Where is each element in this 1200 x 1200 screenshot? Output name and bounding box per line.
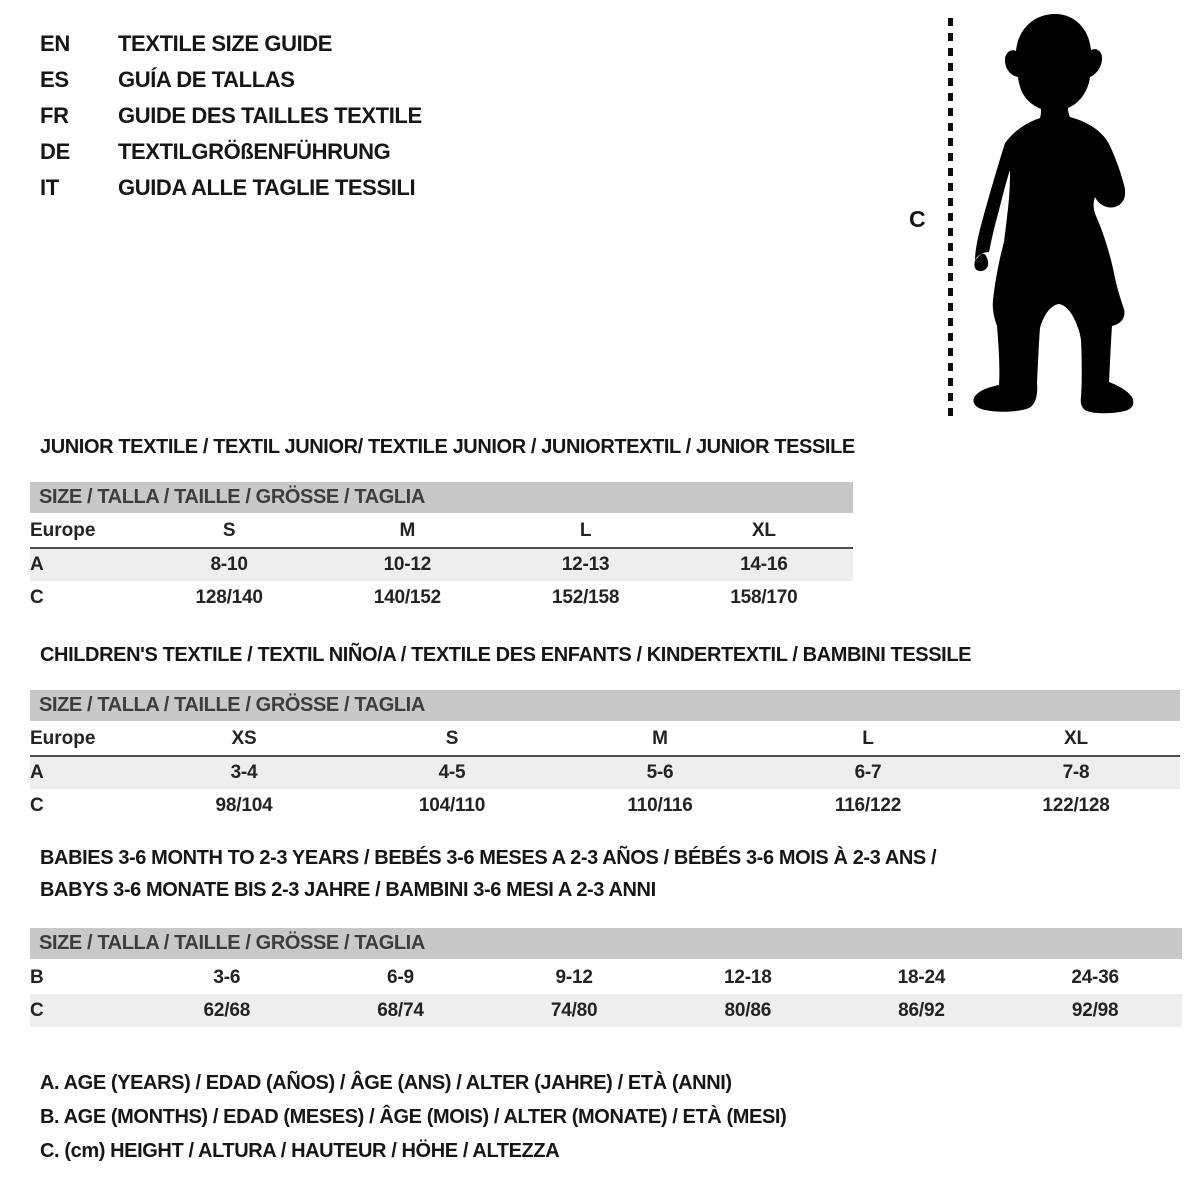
size-column-header: M (318, 515, 496, 548)
region-label: Europe (30, 723, 140, 756)
size-value-cell: 5-6 (646, 762, 674, 783)
size-value-cell: 4-5 (438, 762, 466, 783)
measure-row-label: C (30, 999, 44, 1021)
size-value-cell: 62/68 (203, 999, 251, 1021)
size-column-header: S (140, 515, 318, 548)
size-column-header: L (497, 515, 675, 548)
size-value-cell: 80/86 (724, 999, 772, 1021)
language-row (40, 26, 422, 62)
measure-legend (40, 1066, 786, 1168)
language-row (40, 62, 422, 98)
height-measure-dashed-line (948, 18, 953, 416)
size-value-cell: 8-10 (210, 554, 248, 575)
language-code: FR (40, 103, 69, 128)
size-column-header: S (348, 723, 556, 756)
section-heading-children (40, 639, 971, 671)
measure-row-label: C (30, 794, 44, 816)
size-value-cell: 128/140 (195, 586, 263, 608)
measure-row-label: B (30, 966, 44, 988)
language-code: IT (40, 175, 59, 200)
size-value-cell: 98/104 (215, 794, 273, 816)
size-value-cell: 92/98 (1071, 999, 1119, 1021)
size-columns-row (30, 723, 1180, 756)
size-value-cell: 9-12 (555, 966, 593, 988)
size-value-cell: 68/74 (377, 999, 424, 1021)
size-header-bar: SIZE / TALLA / TAILLE / GRÖSSE / TAGLIA (30, 690, 1180, 721)
size-data-row (30, 994, 1182, 1027)
size-value-cell: 74/80 (550, 999, 598, 1021)
size-value-cell: 110/116 (627, 794, 693, 816)
language-row (40, 134, 422, 170)
section-heading-line: BABYS 3-6 MONATE BIS 2-3 JAHRE / BAMBINI 3-6 MESI A 2-3 ANNI (40, 879, 656, 901)
size-column-header: XL (972, 723, 1180, 756)
size-value-cell: 116/122 (834, 794, 902, 816)
toddler-silhouette-icon (961, 10, 1145, 420)
size-value-cell: 10-12 (383, 554, 432, 575)
size-value-cell: 12-18 (723, 966, 772, 988)
size-table-junior (30, 482, 853, 614)
size-column-header: XL (675, 515, 853, 548)
language-code: EN (40, 31, 70, 56)
size-data-row (30, 548, 853, 581)
size-value-cell: 158/170 (730, 586, 798, 608)
guide-title: TEXTILGRÖßENFÜHRUNG (118, 139, 391, 164)
size-value-cell: 3-6 (213, 966, 241, 988)
size-value-cell: 152/158 (551, 586, 620, 608)
language-row (40, 98, 422, 134)
size-value-cell: 12-13 (561, 554, 610, 575)
size-column-header: XS (140, 723, 348, 756)
region-label: Europe (30, 515, 140, 548)
size-value-cell: 6-7 (854, 762, 882, 783)
section-heading-line: JUNIOR TEXTILE / TEXTIL JUNIOR/ TEXTILE JUNIOR / JUNIORTEXTIL / JUNIOR TESSILE (40, 436, 855, 458)
size-column-header: M (556, 723, 764, 756)
guide-title: GUIDA ALLE TAGLIE TESSILI (118, 175, 416, 200)
size-data-row (30, 756, 1180, 789)
size-value-cell: 122/128 (1042, 794, 1110, 816)
language-row (40, 170, 422, 206)
height-measure-label: C (909, 206, 926, 232)
size-value-cell: 24-36 (1071, 966, 1119, 988)
guide-title: GUÍA DE TALLAS (118, 67, 295, 92)
size-value-cell: 14-16 (740, 554, 788, 575)
legend-line: A. AGE (YEARS) / EDAD (AÑOS) / ÂGE (ANS) / ALTER (JAHRE) / ETÀ (ANNI) (40, 1072, 732, 1094)
measure-row-label: C (30, 586, 44, 608)
measure-row-label: A (30, 554, 44, 575)
size-value-cell: 3-4 (230, 762, 258, 783)
size-value-cell: 18-24 (897, 966, 946, 988)
height-figure (895, 0, 1160, 432)
measure-row-label: A (30, 762, 44, 783)
size-data-row (30, 789, 1180, 822)
size-value-cell: 140/152 (373, 586, 442, 608)
size-columns-row (30, 515, 853, 548)
size-table-children (30, 690, 1180, 822)
size-header-bar: SIZE / TALLA / TAILLE / GRÖSSE / TAGLIA (30, 482, 853, 513)
size-value-cell: 86/92 (898, 999, 945, 1021)
size-value-cell: 104/110 (418, 794, 486, 816)
legend-line: B. AGE (MONTHS) / EDAD (MESES) / ÂGE (MOIS) / ALTER (MONATE) / ETÀ (MESI) (40, 1106, 787, 1128)
section-heading-line: BABIES 3-6 MONTH TO 2-3 YEARS / BEBÉS 3-6 MESES A 2-3 AÑOS / BÉBÉS 3-6 MOIS À 2-3 ANS / (40, 847, 937, 869)
language-code: DE (40, 139, 70, 164)
language-code: ES (40, 67, 69, 92)
size-header-bar: SIZE / TALLA / TAILLE / GRÖSSE / TAGLIA (30, 928, 1182, 959)
size-table-babies (30, 928, 1182, 1027)
size-column-header: L (764, 723, 972, 756)
guide-title: TEXTILE SIZE GUIDE (118, 31, 333, 56)
language-title-list (40, 26, 422, 206)
size-value-cell: 6-9 (387, 966, 414, 988)
legend-line: C. (cm) HEIGHT / ALTURA / HAUTEUR / HÖHE / ALTEZZA (40, 1140, 560, 1162)
section-heading-line: CHILDREN'S TEXTILE / TEXTIL NIÑO/A / TEXTILE DES ENFANTS / KINDERTEXTIL / BAMBINI TESSILE (40, 644, 972, 666)
size-value-cell: 7-8 (1062, 762, 1090, 783)
section-heading-junior (40, 431, 855, 463)
size-data-row (30, 961, 1182, 994)
section-heading-babies (40, 842, 936, 906)
size-data-row (30, 581, 853, 614)
guide-title: GUIDE DES TAILLES TEXTILE (118, 103, 422, 128)
